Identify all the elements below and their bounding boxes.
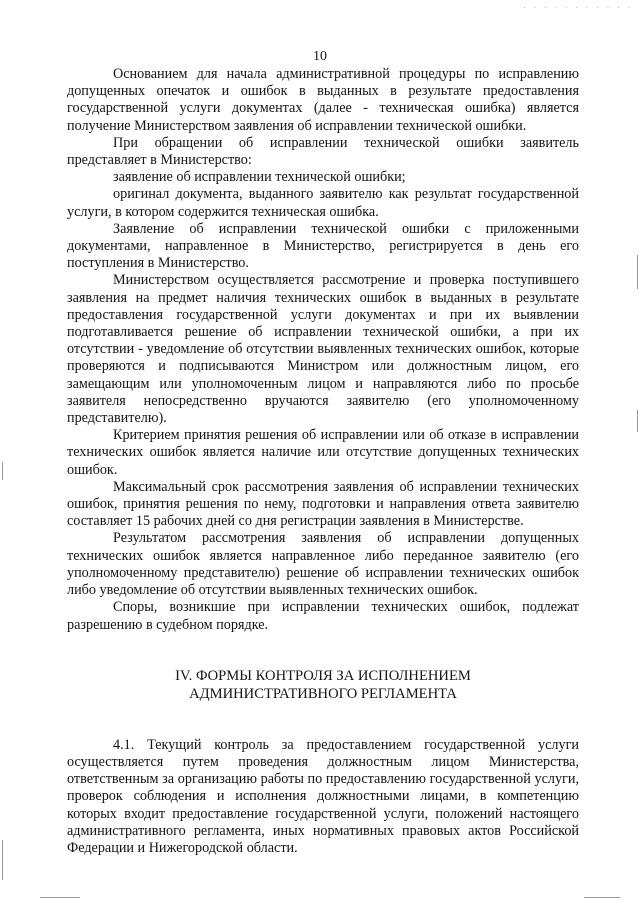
paragraph-registration: Заявление об исправлении технической ошибки с приложенными документами, направленное в Министерство, регистрируется в день его поступления в Министерство. [67, 220, 579, 272]
scan-edge-mark-left-2 [2, 840, 3, 880]
paragraph-result: Результатом рассмотрения заявления об исправлении допущенных технических ошибок является направленное либо переданное заявителю (его уполномоченному представителю) решение об исправлении технических ошибок либо уведомление об отсутствии выявленных технических ошибок. [67, 530, 579, 599]
section-heading [67, 667, 579, 703]
scan-edge-mark-right-2 [637, 410, 638, 432]
paragraph-application-item: заявление об исправлении технической ошибки; [113, 169, 406, 186]
section-heading-line-1: IV. ФОРМЫ КОНТРОЛЯ ЗА ИСПОЛНЕНИЕМ [175, 667, 471, 684]
scan-header-noise: . . . . . . . . . . . [522, 2, 632, 10]
scan-edge-mark-bottom-right [584, 897, 620, 898]
paragraph-max-term: Максимальный срок рассмотрения заявления об исправлении технических ошибок, принятия решения по нему, подготовки и направления ответа заявителю составляет 15 рабочих дней со дня регистрации заявления в Министерстве. [67, 478, 579, 530]
scan-edge-mark-right-1 [637, 255, 638, 289]
scan-edge-mark-bottom-left [40, 897, 80, 898]
scan-edge-mark-left-1 [2, 462, 3, 480]
paragraph-grounds: Основанием для начала административной процедуры по исправлению допущенных опечаток и ошибок в выданных в результате предоставления государственной услуги документах (далее - техническая ошибка) является получение Министерством заявления об исправлении технической ошибки. [67, 66, 579, 134]
paragraph-current-control: 4.1. Текущий контроль за предоставлением государственной услуги осуществляется путем проведения должностным лицом Министерства, ответственным за организацию работы по предоставлению государственной услуги, проверок соблюдения и исполнения должностными лицами, в компетенцию которых входит предоставление государственной услуги, положений настоящего административного регламента, иных нормативных правовых актов Российской Федерации и Нижегородской области. [67, 736, 579, 856]
page-number: 10 [313, 49, 327, 64]
paragraph-applicant-submits: При обращении об исправлении технической ошибки заявитель представляет в Министерство: [67, 134, 579, 169]
paragraph-review: Министерством осуществляется рассмотрение и проверка поступившего заявления на предмет наличия технических ошибок в выданных в результате предоставления государственной услуги документах и при их выявлении подготавливается решение об исправлении технической ошибки, а при их отсутствии - уведомление об отсутствии выявленных технических ошибок, которые проверяются и подписываются Министром или должностным лицом, его замещающим или уполномоченным лицом и направляются либо по просьбе заявителя непосредственно вручаются заявителю (его уполномоченному представителю). [67, 272, 579, 427]
document-body [67, 66, 579, 857]
section-heading-line-2: АДМИНИСТРАТИВНОГО РЕГЛАМЕНТА [189, 685, 457, 702]
paragraph-criterion: Критерием принятия решения об исправлении или об отказе в исправлении технических ошибок является наличие или отсутствие допущенных технических ошибок. [67, 427, 579, 478]
paragraph-disputes: Споры, возникшие при исправлении технических ошибок, подлежат разрешению в судебном порядке. [67, 599, 579, 633]
paragraph-original-document-item: оригинал документа, выданного заявителю как результат государственной услуги, в котором содержится техническая ошибка. [67, 186, 579, 220]
